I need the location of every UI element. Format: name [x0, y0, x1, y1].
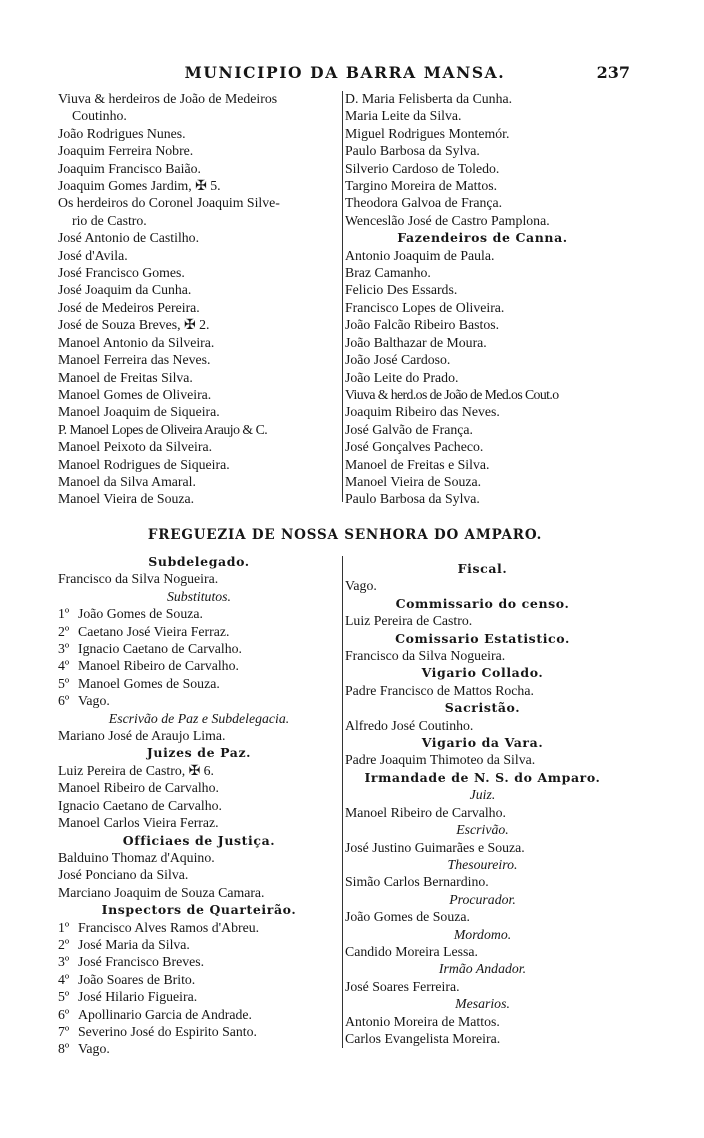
list-item: José d'Avila. — [58, 247, 128, 263]
section-heading: Vigario Collado. — [421, 665, 544, 681]
list-item: Manoel Vieira de Souza. — [345, 473, 482, 489]
list-item: Wenceslão José de Castro Pamplona. — [345, 212, 550, 228]
list-item — [58, 605, 340, 622]
list-item: Paulo Barbosa da Sylva. — [345, 143, 480, 159]
name: José Maria da Silva. — [78, 936, 190, 952]
list-item: Carlos Evangelista Moreira. — [345, 1030, 501, 1046]
column-divider-top — [342, 91, 343, 502]
list-item: Francisco da Silva Nogueira. — [58, 571, 219, 587]
list-item: Miguel Rodrigues Montemór. — [345, 125, 510, 141]
list-item: Viuva & herd.os de João de Med.os Cout.o — [345, 386, 559, 402]
name: Severino José do Espirito Santo. — [78, 1023, 257, 1039]
list-item: Manoel Antonio da Silveira. — [58, 334, 215, 350]
list-item: Manoel Rodrigues de Siqueira. — [58, 456, 230, 472]
list-item: José Justino Guimarães e Souza. — [345, 839, 525, 855]
section-heading: Subdelegado. — [148, 554, 250, 569]
running-title: MUNICIPIO DA BARRA MANSA. — [184, 63, 506, 82]
name: Manoel Gomes de Souza. — [78, 675, 220, 691]
list-item — [58, 936, 340, 953]
list-item: Manoel Ribeiro de Carvalho. — [345, 804, 506, 820]
list-item: João Rodrigues Nunes. — [58, 125, 186, 141]
list-item: P. Manoel Lopes de Oliveira Araujo & C. — [58, 421, 268, 437]
list-item: Manoel Carlos Vieira Ferraz. — [58, 815, 219, 831]
name: Apollinario Garcia de Andrade. — [78, 1006, 252, 1022]
top-left-column — [58, 90, 340, 508]
ordinal: 4º — [58, 971, 70, 987]
ordinal: 5º — [58, 989, 70, 1005]
section-subheading: Thesoureiro. — [447, 856, 518, 872]
list-item: Targino Moreira de Mattos. — [345, 178, 498, 194]
list-item: Padre Francisco de Mattos Rocha. — [345, 682, 534, 698]
name: Manoel Ribeiro de Carvalho. — [78, 658, 239, 674]
section-heading: Inspectors de Quarteirão. — [101, 902, 297, 918]
list-item: José Soares Ferreira. — [345, 978, 460, 994]
list-item: Viuva & herdeiros de João de Medeiros — [58, 91, 278, 106]
list-item: Luiz Pereira de Castro, ✠ 6. — [58, 762, 214, 778]
list-item — [58, 988, 340, 1005]
section-heading: Juizes de Paz. — [146, 745, 252, 761]
ordinal: 8º — [58, 1041, 70, 1057]
list-item: Balduino Thomaz d'Aquino. — [58, 849, 215, 865]
top-right-column — [345, 90, 620, 508]
list-item: Manoel de Freitas e Silva. — [345, 456, 490, 472]
section-heading: Officiaes de Justiça. — [122, 832, 276, 848]
list-item: José Ponciano da Silva. — [58, 867, 189, 883]
bottom-left-column — [58, 553, 340, 1058]
name: Francisco Alves Ramos d'Abreu. — [78, 919, 260, 935]
ordinal: 6º — [58, 1006, 70, 1022]
section-heading: Irmandade de N. S. do Amparo. — [364, 769, 601, 785]
ordinal: 6º — [58, 693, 70, 709]
section-heading: Commissario do censo. — [395, 595, 570, 611]
ordinal: 4º — [58, 658, 70, 674]
page-number: 237 — [596, 63, 630, 82]
list-item: Manoel Ferreira das Neves. — [58, 352, 211, 368]
list-item: Luiz Pereira de Castro. — [345, 613, 473, 629]
list-item — [58, 1023, 340, 1040]
name: Vago. — [78, 1041, 110, 1057]
column-divider-bottom — [342, 556, 343, 1048]
list-item: José Francisco Gomes. — [58, 265, 185, 281]
list-item: Joaquim Francisco Baião. — [58, 160, 201, 176]
list-item: Simão Carlos Bernardino. — [345, 874, 489, 890]
section-subheading: Juiz. — [469, 787, 496, 803]
list-item — [58, 623, 340, 640]
ordinal: 7º — [58, 1023, 70, 1039]
list-item: Manoel da Silva Amaral. — [58, 473, 196, 489]
list-item: Manoel de Freitas Silva. — [58, 369, 193, 385]
list-item: rio de Castro. — [72, 212, 147, 228]
list-item: José de Souza Breves, ✠ 2. — [58, 317, 210, 333]
list-item: José de Medeiros Pereira. — [58, 299, 200, 315]
bottom-right-column — [345, 560, 620, 1047]
ordinal: 2º — [58, 623, 70, 639]
section-heading: Fazendeiros de Canna. — [397, 230, 568, 246]
ordinal: 3º — [58, 641, 70, 657]
list-item: Theodora Galvoa de França. — [345, 195, 503, 211]
list-item: Padre Joaquim Thimoteo da Silva. — [345, 752, 536, 768]
list-item: João Gomes de Souza. — [345, 909, 470, 925]
section-subheading: Procurador. — [449, 891, 516, 907]
list-item: Joaquim Ferreira Nobre. — [58, 143, 194, 159]
list-item — [58, 675, 340, 692]
list-item — [58, 1040, 340, 1057]
list-item: Silverio Cardoso de Toledo. — [345, 160, 500, 176]
list-item: D. Maria Felisberta da Cunha. — [345, 91, 513, 106]
name: Vago. — [78, 693, 110, 709]
list-item: Joaquim Gomes Jardim, ✠ 5. — [58, 178, 221, 194]
list-item: João Falcão Ribeiro Bastos. — [345, 317, 500, 333]
list-item: Braz Camanho. — [345, 265, 431, 281]
name: Caetano José Vieira Ferraz. — [78, 623, 230, 639]
list-item: Manoel Ribeiro de Carvalho. — [58, 780, 219, 796]
page-header — [60, 63, 630, 85]
section-subheading: Escrivão de Paz e Subdelegacia. — [108, 710, 290, 726]
ordinal: 2º — [58, 936, 70, 952]
section-subheading: Escrivão. — [456, 822, 509, 838]
name: Ignacio Caetano de Carvalho. — [78, 641, 242, 657]
list-item: João José Cardoso. — [345, 352, 451, 368]
section-subheading: Irmão Andador. — [438, 961, 527, 977]
section-subheading: Mesarios. — [455, 996, 510, 1012]
list-item: Manoel Joaquim de Siqueira. — [58, 404, 220, 420]
list-item: Antonio Moreira de Mattos. — [345, 1013, 500, 1029]
ordinal: 1º — [58, 606, 70, 622]
list-item: Felicio Des Essards. — [345, 282, 458, 298]
list-item: Candido Moreira Lessa. — [345, 943, 478, 959]
list-item: Francisco Lopes de Oliveira. — [345, 299, 505, 315]
list-item: Maria Leite da Silva. — [345, 108, 462, 124]
list-item: Mariano José de Araujo Lima. — [58, 728, 226, 744]
list-item: Manoel Vieira de Souza. — [58, 491, 195, 507]
list-item — [58, 953, 340, 970]
section-subheading: Mordomo. — [453, 926, 512, 942]
section-heading: Vigario da Vara. — [421, 735, 544, 751]
list-item: Marciano Joaquim de Souza Camara. — [58, 884, 265, 900]
list-item — [58, 1006, 340, 1023]
name: José Hilario Figueira. — [78, 989, 198, 1005]
list-item: João Leite do Prado. — [345, 369, 459, 385]
ordinal: 5º — [58, 675, 70, 691]
list-item: Ignacio Caetano de Carvalho. — [58, 797, 222, 813]
section-heading: Sacristão. — [444, 700, 521, 716]
list-item — [58, 971, 340, 988]
name: João Gomes de Souza. — [78, 606, 203, 622]
list-item: Manoel Gomes de Oliveira. — [58, 386, 212, 402]
list-item: Joaquim Ribeiro das Neves. — [345, 404, 500, 420]
list-item: Manoel Peixoto da Silveira. — [58, 439, 213, 455]
section-subheading: Substitutos. — [166, 588, 231, 604]
list-item: José Joaquim da Cunha. — [58, 282, 192, 298]
list-item — [58, 640, 340, 657]
list-item — [58, 692, 340, 709]
list-item: Coutinho. — [72, 108, 127, 124]
section-title: FREGUEZIA DE NOSSA SENHORA DO AMPARO. — [147, 527, 543, 543]
list-item: José Antonio de Castilho. — [58, 230, 200, 246]
list-item: Antonio Joaquim de Paula. — [345, 247, 495, 263]
section-heading: Comissario Estatistico. — [395, 630, 570, 646]
section-heading: Fiscal. — [457, 561, 508, 576]
list-item: Vago. — [345, 578, 377, 594]
list-item: Os herdeiros do Coronel Joaquim Silve- — [58, 195, 280, 211]
list-item: Francisco da Silva Nogueira. — [345, 648, 506, 664]
list-item: José Galvão de França. — [345, 421, 473, 437]
list-item: José Gonçalves Pacheco. — [345, 439, 484, 455]
ordinal: 3º — [58, 954, 70, 970]
list-item: João Balthazar de Moura. — [345, 334, 487, 350]
list-item — [58, 919, 340, 936]
list-item: Paulo Barbosa da Sylva. — [345, 491, 480, 507]
name: José Francisco Breves. — [78, 954, 205, 970]
ordinal: 1º — [58, 919, 70, 935]
list-item: Alfredo José Coutinho. — [345, 717, 474, 733]
name: João Soares de Brito. — [78, 971, 196, 987]
list-item — [58, 657, 340, 674]
